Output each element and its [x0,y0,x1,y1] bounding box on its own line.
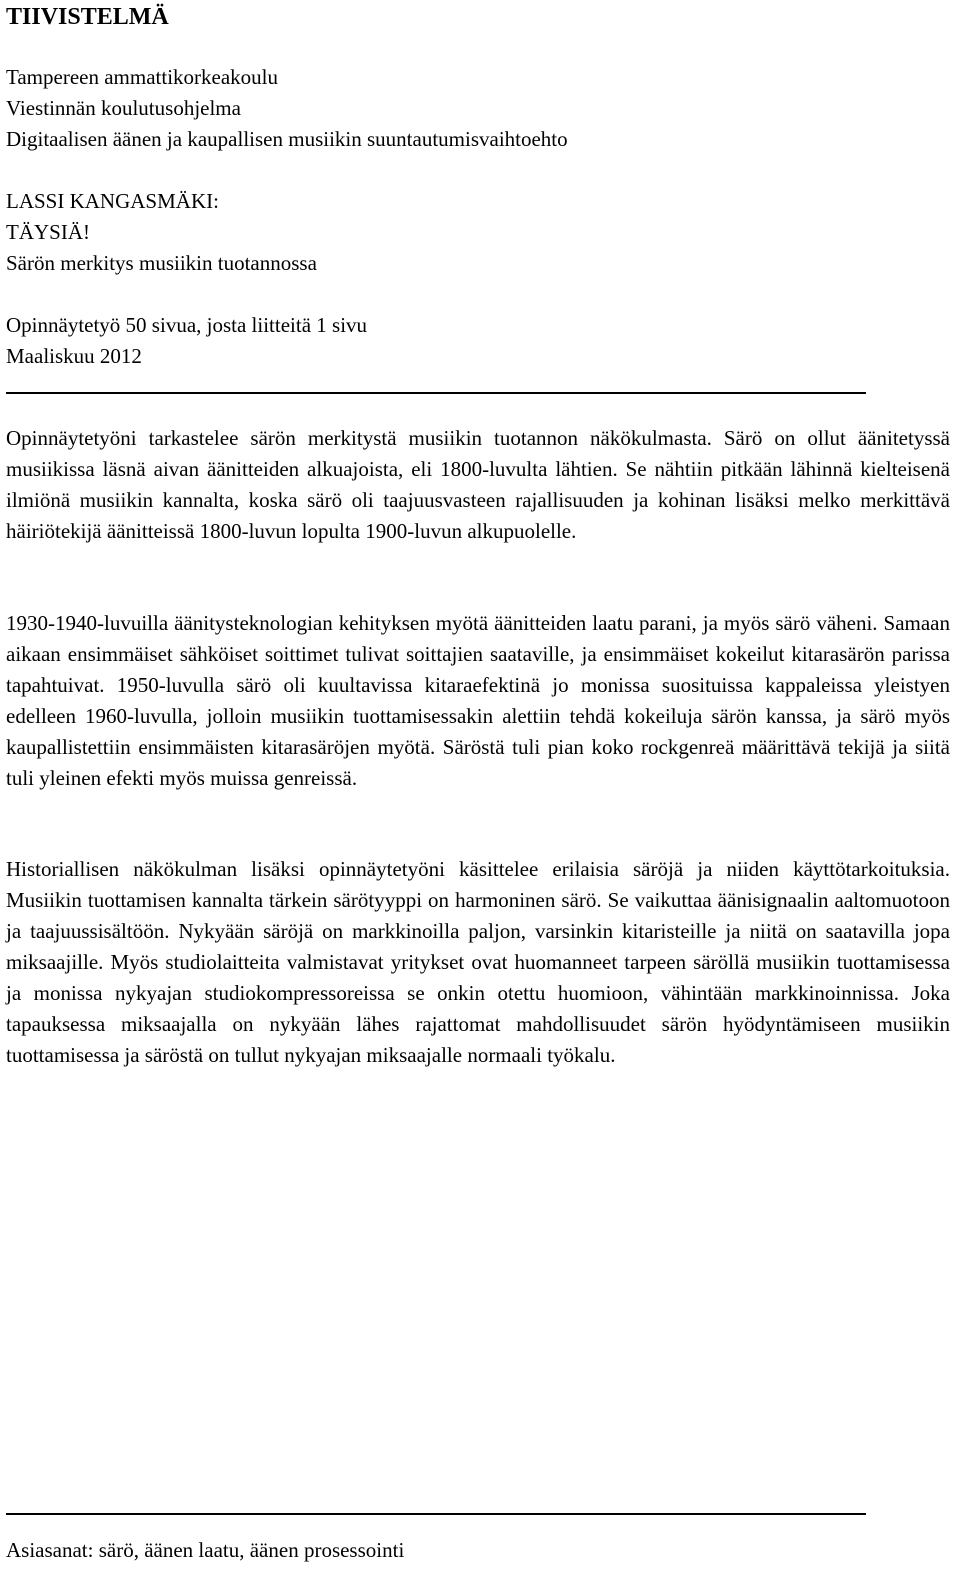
thesis-date: Maaliskuu 2012 [6,344,142,368]
author-name: LASSI KANGASMÄKI: [6,189,219,213]
abstract-paragraph-2: 1930-1940-luvuilla äänitysteknologian kehityksen myötä äänitteiden laatu parani, ja myös särö väheni. Samaan aikaan ensimmäiset sähköiset soittimet tulivat soittajien saataville, ja ensimmäiset kokeilut kitarasärön parissa tapahtuivat. 1950-luvulla särö oli kuultavissa kitaraefektinä jo monissa suosituissa kappaleissa yleistyen edelleen 1960-luvulla, jolloin musiikin tuottamisessakin alettiin tehdä kokeiluja särön kanssa, ja särö myös kaupallistettiin ensimmäisten kitarasäröjen myötä. Säröstä tuli pian koko rockgenreä määrittävä tekijä ja siitä tuli yleinen efekti myös muissa genreissä. [6,611,950,790]
author-title-block [6,186,317,279]
thesis-subtitle: Särön merkitys musiikin tuotannossa [6,251,317,275]
abstract-paragraph-3: Historiallisen näkökulman lisäksi opinnäytetyöni käsittelee erilaisia säröjä ja niiden käyttötarkoituksia. Musiikin tuottamisen kannalta tärkein särötyyppi on harmoninen särö. Se vaikuttaa äänisignaalin aaltomuotoon ja taajuussisältöön. Nykyään säröjä on markkinoilla paljon, varsinkin kitaristeille ja niitä on saatavilla jopa miksaajille. Myös studiolaitteita valmistavat yritykset ovat huomanneet tarpeen säröllä musiikin tuottamisessa ja monissa nykyajan studiokompressoreissa se onkin otettu huomioon, vähintään markkinoinnissa. Joka tapauksessa miksaajalla on nykyään lähes rajattomat mahdollisuudet särön hyödyntämiseen musiikin tuottamisessa ja säröstä on tullut nykyajan miksaajalle normaali työkalu. [6,857,950,1067]
abstract-page [6,0,952,1580]
page-count: Opinnäytetyö 50 sivua, josta liitteitä 1 sivu [6,313,368,337]
top-divider [6,392,866,394]
school-name: Tampereen ammattikorkeakoulu [6,65,279,89]
thesis-title: TÄYSIÄ! [6,220,90,244]
bottom-divider [6,1513,866,1515]
programme-option: Digitaalisen äänen ja kaupallisen musiikin suuntautumisvaihtoehto [6,127,568,151]
institution-block [6,62,568,155]
abstract-paragraph-1: Opinnäytetyöni tarkastelee särön merkitystä musiikin tuotannon näkökulmasta. Särö on ollut äänitetyssä musiikissa läsnä aivan äänitteiden alkuajoista, eli 1800-luvulta lähtien. Se nähtiin pitkään lähinnä kielteisenä ilmiönä musiikin kannalta, koska särö oli taajuusvasteen rajallisuuden ja kohinan lisäksi melko merkittävä häiriötekijä äänitteissä 1800-luvun lopulta 1900-luvun alkupuolelle. [6,426,950,543]
thesis-info-block [6,310,367,372]
keywords-line: Asiasanat: särö, äänen laatu, äänen prosessointi [6,1538,405,1562]
degree-programme: Viestinnän koulutusohjelma [6,96,241,120]
page-heading: TIIVISTELMÄ [6,4,169,30]
